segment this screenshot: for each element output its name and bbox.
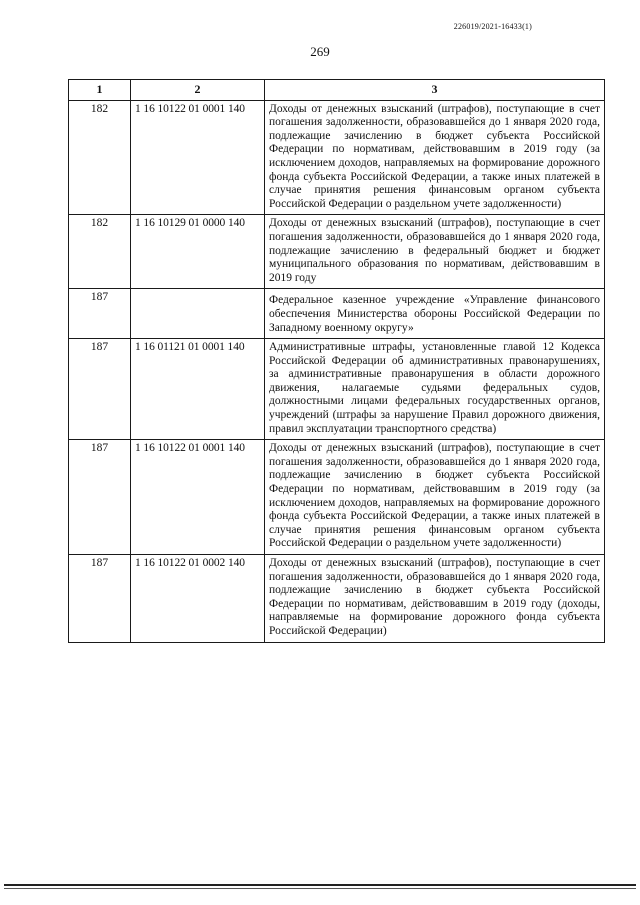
column-header-1: 1 (69, 80, 131, 101)
revenue-name-cell: Административные штрафы, установленные главой 12 Кодекса Российской Федерации об административных правонарушениях, за административные правонарушения в области дорожного движения, налагаемые судьями федеральных судов, должностными лицами федеральных государственных органов, учреждений (штрафы за нарушение Правил дорожного движения, правил эксплуатации транспортного средства) (265, 339, 605, 440)
table-row (69, 100, 605, 215)
budget-code-cell: 1 16 10122 01 0001 140 (131, 440, 265, 555)
table-row (69, 555, 605, 643)
budget-code-cell (131, 289, 265, 339)
table-body (69, 100, 605, 642)
table-row (69, 289, 605, 339)
admin-code-cell: 187 (69, 440, 131, 555)
budget-code-cell: 1 16 10129 01 0000 140 (131, 215, 265, 289)
budget-code-cell: 1 16 10122 01 0001 140 (131, 100, 265, 215)
revenue-name-cell: Доходы от денежных взысканий (штрафов), поступающие в счет погашения задолженности, образовавшейся до 1 января 2020 года, подлежащие зачислению в бюджет субъекта Российской Федерации по нормативам, действовавшим в 2019 году (за исключением доходов, направляемых на формирование дорожного фонда субъекта Российской Федерации, а также иных платежей в случае принятия решения финансовым органом субъекта Российской Федерации о раздельном учете задолженности) (265, 100, 605, 215)
admin-code-cell: 182 (69, 215, 131, 289)
revenue-name-cell: Доходы от денежных взысканий (штрафов), поступающие в счет погашения задолженности, образовавшейся до 1 января 2020 года, подлежащие зачислению в федеральный бюджет и бюджет муниципального образования по нормативам, действовавшим в 2019 году (265, 215, 605, 289)
revenue-codes-table (68, 79, 605, 643)
administrator-name-cell: Федеральное казенное учреждение «Управление финансового обеспечения Министерства обороны Российской Федерации по Западному военному округу» (265, 289, 605, 339)
budget-code-cell: 1 16 10122 01 0002 140 (131, 555, 265, 643)
header-row (69, 80, 605, 101)
budget-code-cell: 1 16 01121 01 0001 140 (131, 339, 265, 440)
column-header-3: 3 (265, 80, 605, 101)
table-row (69, 440, 605, 555)
table-header (69, 80, 605, 101)
admin-code-cell: 187 (69, 339, 131, 440)
admin-code-cell: 182 (69, 100, 131, 215)
table-row (69, 339, 605, 440)
admin-code-cell: 187 (69, 289, 131, 339)
revenue-name-cell: Доходы от денежных взысканий (штрафов), поступающие в счет погашения задолженности, образовавшейся до 1 января 2020 года, подлежащие зачислению в бюджет субъекта Российской Федерации по нормативам, действовавшим в 2019 году (доходы, направляемые на формирование дорожного фонда субъекта Российской Федерации) (265, 555, 605, 643)
revenue-name-cell: Доходы от денежных взысканий (штрафов), поступающие в счет погашения задолженности, образовавшейся до 1 января 2020 года, подлежащие зачислению в бюджет субъекта Российской Федерации по нормативам, действовавшим в 2019 году (за исключением доходов, направляемых на формирование дорожного фонда субъекта Российской Федерации, а также иных платежей в случае принятия решения финансовым органом субъекта Российской Федерации о раздельном учете задолженности) (265, 440, 605, 555)
document-id: 226019/2021-16433(1) (453, 22, 532, 31)
column-header-2: 2 (131, 80, 265, 101)
admin-code-cell: 187 (69, 555, 131, 643)
bottom-scan-edge-thin (4, 888, 636, 889)
table-row (69, 215, 605, 289)
bottom-scan-edge (4, 884, 636, 886)
page-number: 269 (310, 44, 330, 59)
